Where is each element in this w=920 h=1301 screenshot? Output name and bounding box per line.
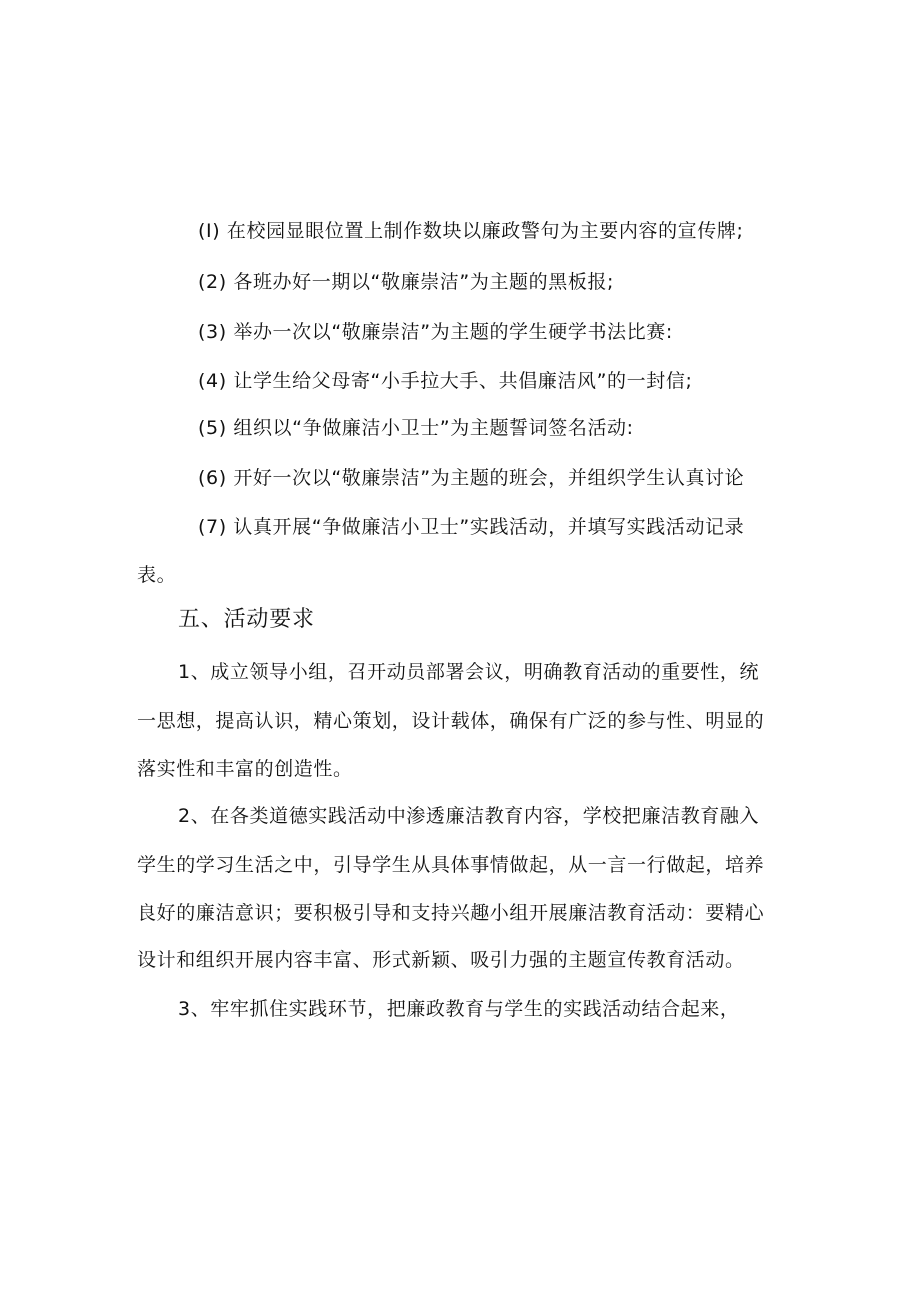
section-heading: 五、活动要求 — [178, 607, 315, 632]
list-item-4: (4) 让学生给父母寄“小手拉大手、共倡廉洁风”的一封信; — [198, 370, 693, 392]
requirement-2-line-4: 设计和组织开展内容丰富、形式新颖、吸引力强的主题宣传教育活动。 — [137, 949, 745, 971]
requirement-1-line-3: 落实性和丰富的创造性。 — [137, 758, 353, 780]
list-item-7-continuation: 表。 — [137, 564, 177, 586]
list-item-5: (5) 组织以“争做廉洁小卫士”为主题誓词签名活动: — [198, 417, 634, 439]
requirement-1-line-1: 1、成立领导小组，召开动员部署会议，明确教育活动的重要性，统 — [178, 661, 760, 683]
requirement-2-line-2: 学生的学习生活之中，引导学生从具体事情做起，从一言一行做起，培养 — [137, 854, 765, 876]
requirement-2-line-1: 2、在各类道德实践活动中渗透廉洁教育内容，学校把廉洁教育融入 — [178, 805, 760, 827]
requirement-3-line-1: 3、牢牢抓住实践环节，把廉政教育与学生的实践活动结合起来， — [178, 998, 740, 1020]
list-item-7: (7) 认真开展“争做廉洁小卫士”实践活动，并填写实践活动记录 — [198, 516, 745, 538]
list-item-2: (2) 各班办好一期以“敬廉崇洁”为主题的黑板报; — [198, 271, 615, 293]
list-item-1: (I) 在校园显眼位置上制作数块以廉政警句为主要内容的宣传牌; — [198, 220, 744, 242]
list-item-6: (6) 开好一次以“敬廉崇洁”为主题的班会，并组织学生认真讨论 — [198, 467, 745, 489]
list-item-3: (3) 举办一次以“敬廉崇洁”为主题的学生硬学书法比赛: — [198, 321, 673, 343]
requirement-2-line-3: 良好的廉洁意识；要积极引导和支持兴趣小组开展廉洁教育活动：要精心 — [137, 902, 765, 924]
requirement-1-line-2: 一思想，提高认识，精心策划，设计载体，确保有广泛的参与性、明显的 — [137, 710, 765, 732]
